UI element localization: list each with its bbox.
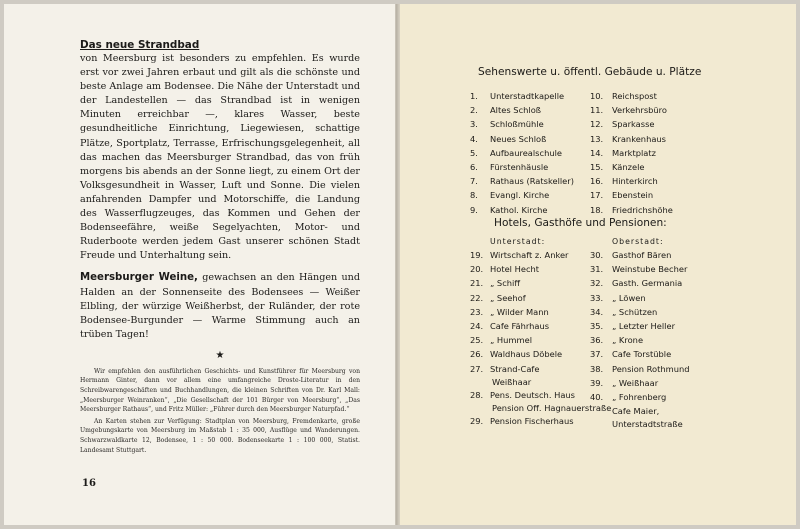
list-item xyxy=(470,203,574,217)
item-name: „ Wilder Mann xyxy=(490,306,549,317)
item-number: 23. xyxy=(470,306,484,317)
item-name: Waldhaus Döbele xyxy=(490,349,563,360)
item-name: „ Seehof xyxy=(490,292,526,303)
item-number: 35. xyxy=(590,321,604,332)
item-number: 15. xyxy=(590,162,604,173)
item-number: 28. xyxy=(470,389,484,400)
item-number: 18. xyxy=(590,204,604,215)
list-item xyxy=(470,146,574,160)
item-number: 39. xyxy=(590,377,604,388)
item-name: Reichspost xyxy=(612,91,657,101)
list-item xyxy=(470,160,574,174)
item-number: 5. xyxy=(470,147,478,158)
footnote-maps: An Karten stehen zur Verfügung: Stadtplan von Meersburg, Fremdenkarte, große Umgebungskarte von Meersburg im Maßstab 1 : 35 000, Ausflüge und Wanderungen. Schwarzwaldkarte 12, Bodensee, 1 : 50 000. Bodenseekarte 1 : 100 000, Statist. Landesamt Stuttgart. xyxy=(80,417,360,454)
item-name: „ Letzter Heller xyxy=(612,321,676,332)
item-name: Pension Rothmund xyxy=(612,363,690,374)
list-item xyxy=(590,291,690,305)
item-number: 13. xyxy=(590,133,604,144)
item-number: 10. xyxy=(590,91,604,101)
item-continuation: Unterstadtstraße xyxy=(612,419,683,430)
item-number: 33. xyxy=(590,292,604,303)
item-number: 4. xyxy=(470,133,478,144)
list-item xyxy=(590,390,690,404)
item-name: „ Krone xyxy=(612,335,644,346)
list-item xyxy=(590,362,690,376)
sights-list-right xyxy=(590,89,673,217)
list-item xyxy=(590,203,673,217)
item-number: 34. xyxy=(590,306,604,317)
item-name: Altes Schloß xyxy=(490,105,541,116)
item-number: 12. xyxy=(590,119,604,130)
item-name: Wirtschaft z. Anker xyxy=(490,250,569,260)
item-number: 8. xyxy=(470,190,478,201)
list-item xyxy=(590,305,690,319)
item-number: 6. xyxy=(470,162,478,173)
item-name: Hotel Hecht xyxy=(490,264,540,275)
footnote-literature: Wir empfehlen den ausführlichen Geschichts- und Kunstführer für Meersburg von Hermann Ginter, dann vor allem eine umfangreiche Droste-Literatur in den Schreibwarengeschäften und Buchhandlungen, die kleinen Schriften von Dr. Karl Mall: „Meersburger Weinranken“, „Die Gesellschaft der 101 Bürger von Meersburg“, „Das Meersburger Rathaus“, und Fritz Müller: „Führer durch den Meersburger Naturpfad.“ xyxy=(80,367,360,414)
list-item xyxy=(590,319,690,333)
weine-heading: Meersburger Weine, xyxy=(80,272,198,284)
item-name: Fürstenhäusle xyxy=(490,162,549,173)
page-number: 16 xyxy=(82,478,96,489)
item-name: Pens. Deutsch. Haus xyxy=(490,389,575,400)
item-number: 21. xyxy=(470,278,484,289)
item-number: 29. xyxy=(470,416,484,427)
item-number: 32. xyxy=(590,278,604,289)
list-item xyxy=(470,103,574,117)
item-number: 14. xyxy=(590,147,604,158)
item-name: Gasthof Bären xyxy=(612,250,672,260)
item-name: Evangl. Kirche xyxy=(490,190,550,201)
item-name: Krankenhaus xyxy=(612,133,666,144)
item-number: 24. xyxy=(470,321,484,332)
oberstadt-label: Oberstadt: xyxy=(612,237,664,246)
strandbad-paragraph xyxy=(80,38,360,263)
strandbad-heading: Das neue Strandbad xyxy=(80,39,200,51)
weine-paragraph xyxy=(80,271,360,341)
item-number: 17. xyxy=(590,190,604,201)
list-item xyxy=(590,347,690,361)
item-name: „ Hummel xyxy=(490,335,533,346)
item-number: 38. xyxy=(590,363,604,374)
item-number: 7. xyxy=(470,176,478,187)
item-name: Marktplatz xyxy=(612,147,656,158)
list-item xyxy=(470,89,574,103)
list-item xyxy=(590,333,690,347)
list-item xyxy=(470,117,574,131)
hotels-list-oberstadt xyxy=(590,248,690,430)
item-name: Weinstube Becher xyxy=(612,264,688,275)
item-name: Cafe Torstüble xyxy=(612,349,672,360)
list-item xyxy=(590,89,673,103)
item-name: Aufbaurealschule xyxy=(490,147,562,158)
item-name: „ Löwen xyxy=(612,292,646,303)
list-item xyxy=(590,262,690,276)
list-item xyxy=(590,146,673,160)
sights-title: Sehenswerte u. öffentl. Gebäude u. Plätze xyxy=(478,66,702,78)
item-number: 26. xyxy=(470,349,484,360)
list-item xyxy=(590,160,673,174)
item-number: 19. xyxy=(470,250,484,260)
strandbad-text: von Meersburg ist besonders zu empfehlen. Es wurde erst vor zwei Jahren erbaut und gilt als die schönste und beste Anlage am Bodensee. Die Nähe der Unterstadt und der Landestellen — das Strandbad ist in wenigen Minuten erreichbar —, klares Wasser, beste gesundheitliche Einrichtung, Liegewiesen, schattige Plätze, Sportplatz, Terrasse, Erfrischungsgelegenheit, all das machen das Meersburger Strandbad, das von früh morgens bis abends an der Sonne liegt, zu einem Ort der Volksgesundheit in Wasser, Luft und Sonne. Die vielen anfahrenden Dampfer und Motorschiffe, die Landung des Wasserflugzeuges, das Kommen und Gehen der Bodenseefähre, weiße Segelyachten, Motor- und Ruderboote werden jedem Gast unserer schönen Stadt Freude und Unterhaltung sein. xyxy=(80,53,360,262)
item-number: 36. xyxy=(590,335,604,346)
item-number: 27. xyxy=(470,363,484,374)
hotels-title: Hotels, Gasthöfe und Pensionen: xyxy=(494,217,667,229)
list-item xyxy=(470,132,574,146)
item-number: 2. xyxy=(470,105,478,116)
item-number: 31. xyxy=(590,264,604,275)
list-item xyxy=(470,174,574,188)
list-item xyxy=(590,276,690,290)
left-page-content xyxy=(80,38,360,455)
item-number: 40. xyxy=(590,392,604,403)
item-name: „ Schiff xyxy=(490,278,521,289)
item-name: Pension Fischerhaus xyxy=(490,416,574,427)
item-name: Strand-Cafe xyxy=(490,363,540,374)
list-item xyxy=(590,376,690,390)
item-name: Sparkasse xyxy=(612,119,655,130)
item-name: Gasth. Germania xyxy=(612,278,683,289)
item-number: 20. xyxy=(470,264,484,275)
item-number: 16. xyxy=(590,176,604,187)
item-continuation: Pension Off. Hagnauerstraße xyxy=(492,403,612,414)
item-name: Hinterkirch xyxy=(612,176,658,187)
item-name: Kathol. Kirche xyxy=(490,204,548,215)
item-number: 22. xyxy=(470,292,484,303)
item-number: 3. xyxy=(470,119,478,130)
list-item xyxy=(470,188,574,202)
item-number: 37. xyxy=(590,349,604,360)
item-name: Unterstadtkapelle xyxy=(490,91,565,101)
item-name: Neues Schloß xyxy=(490,133,547,144)
item-number: 30. xyxy=(590,250,604,260)
list-item xyxy=(590,117,673,131)
list-item xyxy=(590,132,673,146)
star-separator: ★ xyxy=(215,349,225,361)
list-item xyxy=(590,248,690,262)
item-name: „ Fohrenberg xyxy=(612,392,667,403)
item-name: Friedrichshöhe xyxy=(612,204,673,215)
item-number: 9. xyxy=(470,204,478,215)
list-item xyxy=(590,404,690,430)
item-name: Cafe Fährhaus xyxy=(490,321,550,332)
item-name: Ebenstein xyxy=(612,190,654,201)
sights-list-left xyxy=(470,89,574,217)
item-name: Rathaus (Ratskeller) xyxy=(490,176,574,187)
item-name: „ Weißhaar xyxy=(612,377,659,388)
item-number: 25. xyxy=(470,335,484,346)
list-item xyxy=(590,174,673,188)
item-name: Verkehrsbüro xyxy=(612,105,667,116)
weine-text: gewachsen an den Hängen und Halden an der Sonnenseite des Bodensees — Weißer Elbling, der würzige Weißherbst, der Ruländer, der rote Bodensee-Burgunder — Warme Stimmung auch an trüben Tagen! xyxy=(80,272,360,340)
list-item xyxy=(590,103,673,117)
item-name: Schloßmühle xyxy=(490,119,544,130)
item-number: 1. xyxy=(470,91,478,101)
item-continuation: Weißhaar xyxy=(492,376,532,387)
item-name: Cafe Maier, xyxy=(612,406,660,417)
item-number: 11. xyxy=(590,105,604,116)
unterstadt-label: Unterstadt: xyxy=(490,237,546,246)
list-item xyxy=(590,188,673,202)
item-name: Känzele xyxy=(612,162,645,173)
item-name: „ Schützen xyxy=(612,306,658,317)
